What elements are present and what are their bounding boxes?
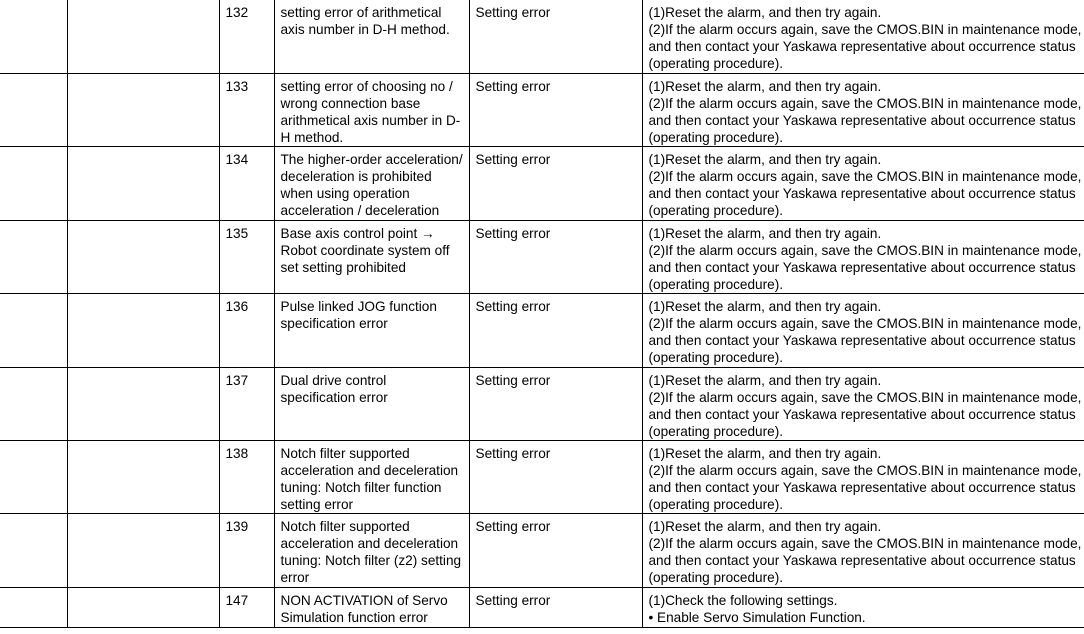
alarm-remedy-cell	[642, 0, 1084, 73]
table-row	[0, 146, 1084, 220]
table-row	[0, 0, 1084, 73]
empty-cell-2	[67, 146, 219, 220]
table-row	[0, 513, 1084, 587]
empty-cell-2	[67, 220, 219, 293]
remedy-line: (1)Reset the alarm, and then try again.	[648, 5, 882, 20]
alarm-remedy-cell	[642, 73, 1084, 146]
alarm-description-cell: Base axis control point → Robot coordinate system off set setting prohibited	[274, 220, 469, 293]
alarm-remedy-cell	[642, 440, 1084, 513]
table-row	[0, 367, 1084, 440]
table-row	[0, 73, 1084, 146]
alarm-type-cell: Setting error	[469, 587, 642, 627]
alarm-type-cell: Setting error	[469, 146, 642, 220]
remedy-line: (2)If the alarm occurs again, save the CMOS.BIN in maintenance mode, and then contact your Yaskawa representative about occurrence status (operating procedure).	[648, 535, 1082, 585]
remedy-line: (2)If the alarm occurs again, save the CMOS.BIN in maintenance mode, and then contact your Yaskawa representative about occurrence status (operating procedure).	[648, 242, 1082, 292]
alarm-remedy-cell	[642, 220, 1084, 293]
table-row	[0, 220, 1084, 293]
remedy-line: (1)Reset the alarm, and then try again.	[648, 78, 882, 94]
alarm-remedy-cell	[642, 293, 1084, 367]
alarm-subcode-cell: 133	[219, 73, 274, 146]
alarm-subcode-cell: 132	[219, 0, 274, 73]
remedy-line: (1)Reset the alarm, and then try again.	[648, 445, 882, 461]
alarm-type-cell: Setting error	[469, 220, 642, 293]
empty-cell-1	[0, 513, 67, 587]
remedy-line: (1)Reset the alarm, and then try again.	[648, 151, 882, 167]
alarm-subcode-cell: 136	[219, 293, 274, 367]
alarm-subcode-cell: 134	[219, 146, 274, 220]
alarm-remedy-cell	[642, 367, 1084, 440]
alarm-subcode-cell: 138	[219, 440, 274, 513]
empty-cell-1	[0, 293, 67, 367]
alarm-remedy-cell	[642, 513, 1084, 587]
empty-cell-2	[67, 440, 219, 513]
alarm-subcode-cell: 139	[219, 513, 274, 587]
alarm-subcode-cell: 135	[219, 220, 274, 293]
alarm-description-cell: Dual drive control specification error	[274, 367, 469, 440]
table-row	[0, 587, 1084, 627]
empty-cell-2	[67, 0, 219, 73]
empty-cell-1	[0, 367, 67, 440]
remedy-line: (1)Reset the alarm, and then try again.	[648, 518, 882, 534]
alarm-description-cell: NON ACTIVATION of Servo Simulation function error	[274, 587, 469, 627]
empty-cell-1	[0, 0, 67, 73]
remedy-line: (2)If the alarm occurs again, save the CMOS.BIN in maintenance mode, and then contact your Yaskawa representative about occurrence status (operating procedure).	[648, 315, 1082, 365]
remedy-line: (2)If the alarm occurs again, save the CMOS.BIN in maintenance mode, and then contact your Yaskawa representative about occurrence status (operating procedure).	[648, 462, 1082, 512]
alarm-description-cell: The higher-order acceleration/ deceleration is prohibited when using operation acceleration / deceleration	[274, 146, 469, 220]
table-row	[0, 440, 1084, 513]
empty-cell-1	[0, 587, 67, 627]
alarm-description-cell: setting error of arithmetical axis number in D-H method.	[274, 0, 469, 73]
empty-cell-2	[67, 513, 219, 587]
alarm-type-cell: Setting error	[469, 440, 642, 513]
alarm-remedy-cell	[642, 146, 1084, 220]
alarm-subcode-cell: 147	[219, 587, 274, 627]
remedy-line: • Enable Servo Simulation Function.	[648, 609, 866, 625]
empty-cell-2	[67, 367, 219, 440]
remedy-line: (1)Reset the alarm, and then try again.	[648, 298, 882, 314]
remedy-line: (1)Reset the alarm, and then try again.	[648, 225, 882, 241]
alarm-description-cell: Pulse linked JOG function specification error	[274, 293, 469, 367]
alarm-description-cell: Notch filter supported acceleration and deceleration tuning: Notch filter (z2) setting error	[274, 513, 469, 587]
empty-cell-1	[0, 440, 67, 513]
remedy-line: (2)If the alarm occurs again, save the CMOS.BIN in maintenance mode, and then contact your Yaskawa representative about occurrence status (operating procedure).	[648, 95, 1082, 145]
remedy-line: (1)Reset the alarm, and then try again.	[648, 372, 882, 388]
alarm-type-cell: Setting error	[469, 0, 642, 73]
remedy-line: (2)If the alarm occurs again, save the CMOS.BIN in maintenance mode, and then contact your Yaskawa representative about occurrence status (operating procedure).	[648, 389, 1082, 439]
empty-cell-1	[0, 220, 67, 293]
remedy-line: (2)If the alarm occurs again, save the CMOS.BIN in maintenance mode, and then contact your Yaskawa representative about occurrence status (operating procedure).	[648, 22, 1082, 71]
alarm-remedy-cell	[642, 587, 1084, 627]
alarm-type-cell: Setting error	[469, 73, 642, 146]
empty-cell-2	[67, 73, 219, 146]
alarm-type-cell: Setting error	[469, 367, 642, 440]
empty-cell-1	[0, 146, 67, 220]
remedy-line: (1)Check the following settings.	[648, 592, 838, 608]
empty-cell-2	[67, 293, 219, 367]
table-row	[0, 293, 1084, 367]
alarm-subcode-cell: 137	[219, 367, 274, 440]
alarm-type-cell: Setting error	[469, 293, 642, 367]
empty-cell-1	[0, 73, 67, 146]
alarm-type-cell: Setting error	[469, 513, 642, 587]
alarm-description-cell: Notch filter supported acceleration and deceleration tuning: Notch filter function setting error	[274, 440, 469, 513]
remedy-line: (2)If the alarm occurs again, save the CMOS.BIN in maintenance mode, and then contact your Yaskawa representative about occurrence status (operating procedure).	[648, 168, 1082, 218]
empty-cell-2	[67, 587, 219, 627]
alarm-description-cell: setting error of choosing no / wrong connection base arithmetical axis number in D-H method.	[274, 73, 469, 146]
